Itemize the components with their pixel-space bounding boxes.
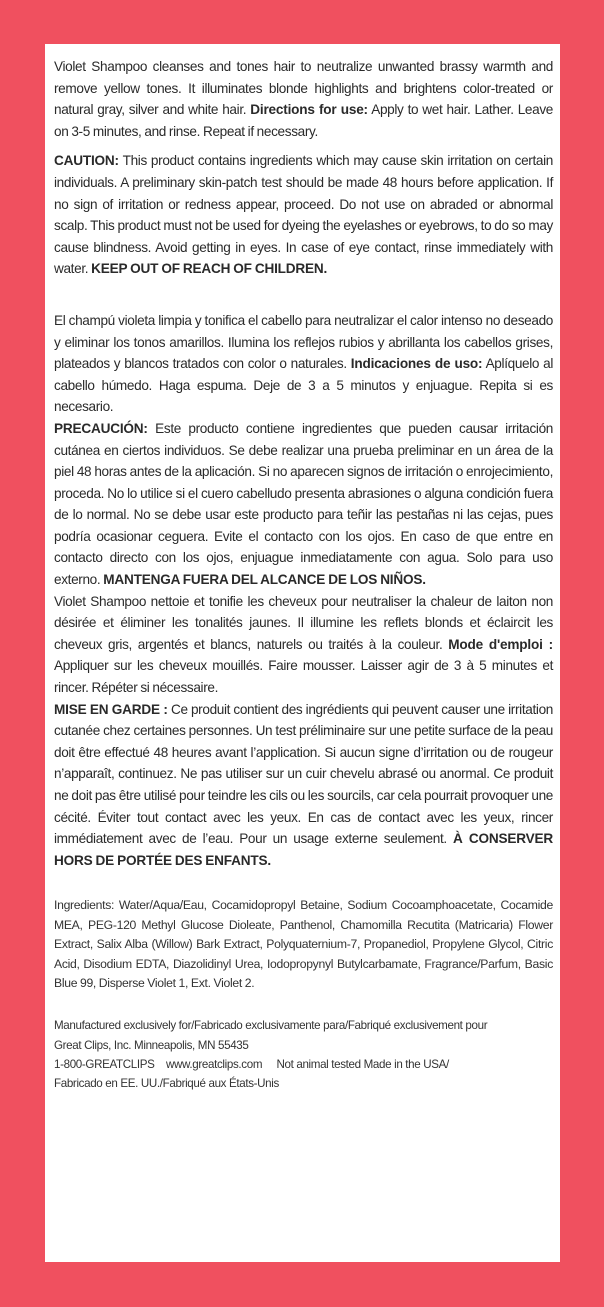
spanish-caution-text: Este producto contiene ingredientes que pueden causar irritación cutánea en ciertos individuos. Se debe realizar una prueba preliminar en un área de la piel 48 horas antes de la aplicación. Si no aparecen signos de irritación o enrojecimiento, proceda. No lo utilice si el cuero cabelludo presenta abrasiones o alguna condición fuera de lo normal. No se debe usar este producto para teñir las pestañas ni las cejas, pues podría ocasionar ceguera. Evite el contacto con los ojos. En caso de que entre en contacto directo con los ojos, enjuague inmediatamente con agua. Solo para uso externo. bbox=[54, 420, 553, 588]
english-keep-out-warning: KEEP OUT OF REACH OF CHILDREN. bbox=[91, 261, 328, 277]
manufacturer-line-4: Fabricado en EE. UU./Fabriqué aux États-Unis bbox=[54, 1077, 279, 1091]
manufacturer-line-3: 1-800-GREATCLIPS www.greatclips.com Not animal tested Made in the USA/ bbox=[54, 1057, 449, 1071]
french-caution-label: MISE EN GARDE : bbox=[54, 701, 168, 717]
french-description: Violet Shampoo nettoie et tonifie les cheveux pour neutraliser la chaleur de laiton non désirée et éliminer les tonalités jaunes. Il illumine les reflets blonds et éclaircit les cheveux gris, argentés et blancs, naturels ou traités à la couleur. bbox=[54, 593, 553, 652]
french-section bbox=[54, 591, 553, 699]
manufacturer-info bbox=[54, 1016, 553, 1093]
spanish-description: El champú violeta limpia y tonifica el cabello para neutralizar el calor intenso no deseado y eliminar los tonos amarillos. Ilumina los reflejos rubios y abrillanta los cabellos grises, plateados y blancos tratados con color o naturales. bbox=[54, 312, 553, 372]
french-directions-label: Mode d'emploi : bbox=[448, 636, 553, 652]
english-caution-label: CAUTION: bbox=[54, 153, 119, 169]
spanish-caution-label: PRECAUCIÓN: bbox=[54, 420, 148, 436]
english-directions-label: Directions for use: bbox=[250, 102, 368, 118]
english-section bbox=[54, 56, 553, 142]
manufacturer-line-2: Great Clips, Inc. Minneapolis, MN 55435 bbox=[54, 1038, 249, 1052]
english-directions: Apply to wet hair. Lather. Leave on 3-5 minutes, and rinse. Repeat if necessary. bbox=[54, 102, 553, 139]
ingredients-list: Ingredients: Water/Aqua/Eau, Cocamidopropyl Betaine, Sodium Cocoamphoacetate, Cocamide MEA, PEG-120 Methyl Glucose Dioleate, Panthenol, Chamomilla Recutita (Matricaria) Flower Extract, Salix Alba (Willow) Bark Extract, Polyquaternium-7, Propanediol, Propylene Glycol, Citric Acid, Disodium EDTA, Diazolidinyl Urea, Iodopropynyl Butylcarbamate, Fragrance/Parfum, Basic Blue 99, Disperse Violet 1, Ext. Violet 2. bbox=[54, 898, 553, 990]
label-panel bbox=[45, 44, 560, 1262]
manufacturer-line-1: Manufactured exclusively for/Fabricado exclusivamente para/Fabriqué exclusivement pour bbox=[54, 1019, 488, 1033]
english-caution-text: This product contains ingredients which may cause skin irritation on certain individuals. A preliminary skin-patch test should be made 48 hours before application. If no sign of irritation or redness appear, proceed. Do not use on abraded or abnormal scalp. This product must not be used for dyeing the eyelashes or eyebrows, to do so may cause blindness. Avoid getting in eyes. In case of eye contact, rinse immediately with water. bbox=[54, 153, 553, 277]
english-caution-section bbox=[54, 150, 553, 280]
french-directions: Appliquer sur les cheveux mouillés. Faire mousser. Laisser agir de 3 à 5 minutes et rincer. Répéter si nécessaire. bbox=[54, 658, 553, 696]
spanish-section bbox=[54, 310, 553, 418]
french-caution-text: Ce produit contient des ingrédients qui peuvent causer une irritation cutanée chez certaines personnes. Un test préliminaire sur une petite surface de la peau doit être effectué 48 heures avant l’application. Si aucun signe d’irritation ou de rougeur n’apparaît, continuez. Ne pas utiliser sur un cuir chevelu abrasé ou anormal. Ce produit ne doit pas être utilisé pour teindre les cils ou les sourcils, car cela pourrait provoquer une cécité. Éviter tout contact avec les yeux. En cas de contact avec les yeux, rincer immédiatement avec de l’eau. Pour un usage externe seulement. bbox=[54, 701, 553, 847]
spanish-directions-label: Indicaciones de uso: bbox=[350, 356, 483, 372]
french-keep-out-warning: À CONSERVER HORS DE PORTÉE DES ENFANTS. bbox=[54, 831, 553, 868]
spanish-caution-section bbox=[54, 418, 553, 591]
spanish-keep-out-warning: MANTENGA FUERA DEL ALCANCE DE LOS NIÑOS. bbox=[103, 572, 426, 588]
french-caution-section bbox=[54, 699, 553, 872]
spanish-directions: Aplíquelo al cabello húmedo. Haga espuma. Deje de 3 a 5 minutos y enjuague. Repita si es necesario. bbox=[54, 356, 553, 415]
english-description: Violet Shampoo cleanses and tones hair to neutralize unwanted brassy warmth and remove yellow tones. It illuminates blonde highlights and brightens color-treated or natural gray, silver and white hair. bbox=[54, 59, 553, 118]
